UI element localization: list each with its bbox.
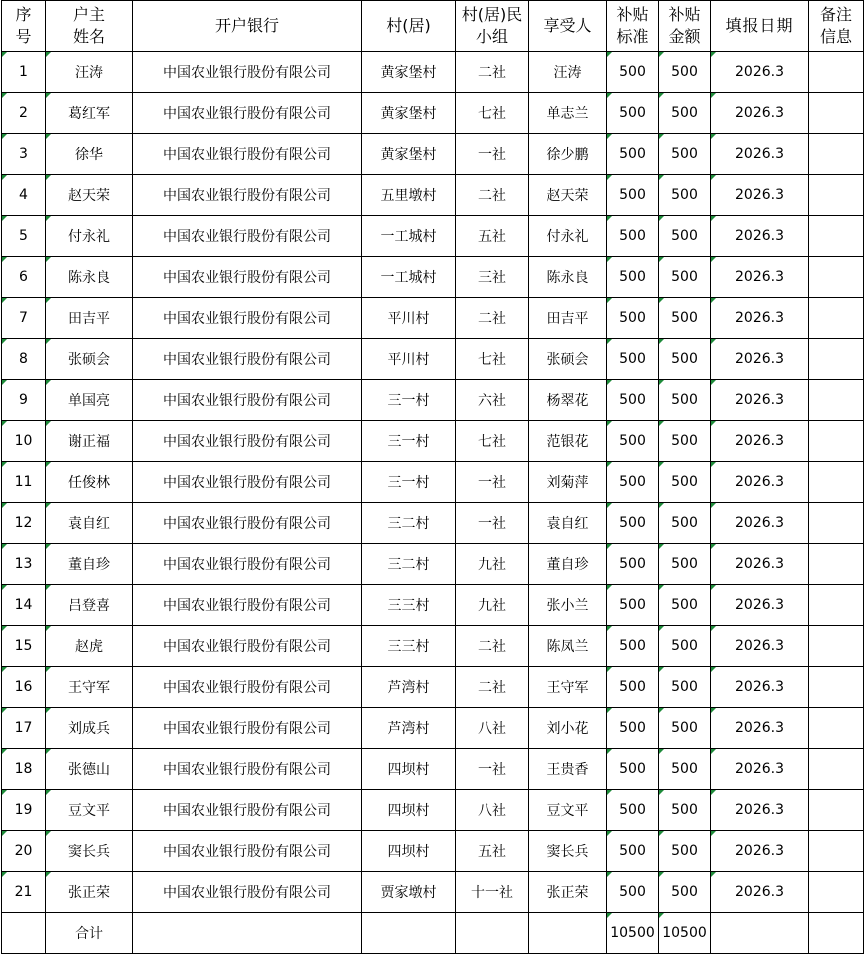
table-row (2, 503, 864, 544)
cell-standard: 500 (607, 708, 659, 749)
cell-standard: 500 (607, 872, 659, 913)
cell-bank: 中国农业银行股份有限公司 (133, 380, 362, 421)
cell-date: 2026.3 (711, 503, 809, 544)
cell-group: 九社 (456, 544, 529, 585)
cell-note (809, 585, 864, 626)
cell-beneficiary: 杨翠花 (529, 380, 607, 421)
cell-name: 王守军 (46, 667, 133, 708)
cell-group: 七社 (456, 339, 529, 380)
cell-no: 5 (2, 216, 46, 257)
cell-bank: 中国农业银行股份有限公司 (133, 421, 362, 462)
cell-note (809, 872, 864, 913)
cell-bank: 中国农业银行股份有限公司 (133, 749, 362, 790)
cell-group: 一社 (456, 503, 529, 544)
cell-name: 汪涛 (46, 52, 133, 93)
cell-amount: 500 (659, 93, 711, 134)
cell-name: 田吉平 (46, 298, 133, 339)
cell-note (809, 175, 864, 216)
cell-standard: 500 (607, 749, 659, 790)
cell-no: 4 (2, 175, 46, 216)
cell-amount: 500 (659, 298, 711, 339)
cell-date: 2026.3 (711, 708, 809, 749)
cell-bank: 中国农业银行股份有限公司 (133, 298, 362, 339)
cell-date: 2026.3 (711, 216, 809, 257)
cell-no: 12 (2, 503, 46, 544)
cell-name: 陈永良 (46, 257, 133, 298)
cell-note (809, 462, 864, 503)
cell-group: 二社 (456, 298, 529, 339)
cell-date: 2026.3 (711, 872, 809, 913)
cell-amount: 500 (659, 175, 711, 216)
cell-note (809, 216, 864, 257)
cell-no: 16 (2, 667, 46, 708)
cell-beneficiary: 豆文平 (529, 790, 607, 831)
cell-bank: 中国农业银行股份有限公司 (133, 462, 362, 503)
cell-group: 二社 (456, 175, 529, 216)
cell-name: 张德山 (46, 749, 133, 790)
table-row (2, 790, 864, 831)
cell-group: 三社 (456, 257, 529, 298)
cell-bank: 中国农业银行股份有限公司 (133, 831, 362, 872)
cell-amount: 500 (659, 380, 711, 421)
cell-group: 一社 (456, 134, 529, 175)
cell-note (809, 380, 864, 421)
total-amount: 10500 (659, 913, 711, 954)
cell-group: 十一社 (456, 872, 529, 913)
cell-standard: 500 (607, 93, 659, 134)
header-amount: 补贴金额 (659, 1, 711, 52)
cell-name: 袁自红 (46, 503, 133, 544)
cell-bank: 中国农业银行股份有限公司 (133, 544, 362, 585)
cell-bank: 中国农业银行股份有限公司 (133, 790, 362, 831)
cell-standard: 500 (607, 52, 659, 93)
cell-no: 9 (2, 380, 46, 421)
cell-date: 2026.3 (711, 421, 809, 462)
total-no (2, 913, 46, 954)
cell-standard: 500 (607, 175, 659, 216)
cell-note (809, 257, 864, 298)
cell-name: 张正荣 (46, 872, 133, 913)
cell-bank: 中国农业银行股份有限公司 (133, 257, 362, 298)
cell-name: 董自珍 (46, 544, 133, 585)
cell-beneficiary: 赵天荣 (529, 175, 607, 216)
table-row (2, 872, 864, 913)
cell-note (809, 503, 864, 544)
table-row (2, 298, 864, 339)
cell-group: 五社 (456, 831, 529, 872)
cell-name: 豆文平 (46, 790, 133, 831)
table-row (2, 175, 864, 216)
table-row (2, 544, 864, 585)
table-row (2, 462, 864, 503)
cell-group: 七社 (456, 421, 529, 462)
cell-village: 平川村 (362, 298, 456, 339)
header-no: 序号 (2, 1, 46, 52)
cell-amount: 500 (659, 462, 711, 503)
cell-date: 2026.3 (711, 93, 809, 134)
cell-date: 2026.3 (711, 749, 809, 790)
cell-no: 17 (2, 708, 46, 749)
cell-group: 一社 (456, 462, 529, 503)
cell-village: 平川村 (362, 339, 456, 380)
cell-group: 二社 (456, 52, 529, 93)
cell-no: 3 (2, 134, 46, 175)
cell-standard: 500 (607, 667, 659, 708)
cell-date: 2026.3 (711, 667, 809, 708)
cell-name: 付永礼 (46, 216, 133, 257)
total-bank (133, 913, 362, 954)
cell-no: 19 (2, 790, 46, 831)
cell-name: 刘成兵 (46, 708, 133, 749)
table-row (2, 749, 864, 790)
cell-village: 一工城村 (362, 257, 456, 298)
cell-beneficiary: 王守军 (529, 667, 607, 708)
cell-no: 14 (2, 585, 46, 626)
cell-village: 贾家墩村 (362, 872, 456, 913)
cell-bank: 中国农业银行股份有限公司 (133, 339, 362, 380)
cell-standard: 500 (607, 257, 659, 298)
cell-standard: 500 (607, 462, 659, 503)
table-row (2, 831, 864, 872)
table-row (2, 626, 864, 667)
cell-note (809, 339, 864, 380)
cell-standard: 500 (607, 421, 659, 462)
cell-village: 一工城村 (362, 216, 456, 257)
header-row (2, 1, 864, 52)
cell-beneficiary: 张硕会 (529, 339, 607, 380)
total-row (2, 913, 864, 954)
header-note: 备注信息 (809, 1, 864, 52)
cell-note (809, 626, 864, 667)
cell-amount: 500 (659, 216, 711, 257)
table-row (2, 134, 864, 175)
cell-beneficiary: 徐少鹏 (529, 134, 607, 175)
table-row (2, 585, 864, 626)
cell-name: 赵虎 (46, 626, 133, 667)
cell-standard: 500 (607, 831, 659, 872)
table-row (2, 257, 864, 298)
cell-amount: 500 (659, 749, 711, 790)
cell-group: 八社 (456, 708, 529, 749)
cell-standard: 500 (607, 298, 659, 339)
cell-no: 10 (2, 421, 46, 462)
cell-bank: 中国农业银行股份有限公司 (133, 503, 362, 544)
cell-group: 六社 (456, 380, 529, 421)
cell-note (809, 790, 864, 831)
cell-village: 芦湾村 (362, 708, 456, 749)
cell-bank: 中国农业银行股份有限公司 (133, 708, 362, 749)
table-row (2, 380, 864, 421)
cell-bank: 中国农业银行股份有限公司 (133, 626, 362, 667)
cell-no: 15 (2, 626, 46, 667)
header-village: 村(居) (362, 1, 456, 52)
cell-date: 2026.3 (711, 257, 809, 298)
table-row (2, 339, 864, 380)
cell-date: 2026.3 (711, 626, 809, 667)
cell-standard: 500 (607, 503, 659, 544)
cell-village: 三三村 (362, 626, 456, 667)
cell-village: 五里墩村 (362, 175, 456, 216)
cell-beneficiary: 袁自红 (529, 503, 607, 544)
cell-name: 赵天荣 (46, 175, 133, 216)
header-standard: 补贴标准 (607, 1, 659, 52)
cell-beneficiary: 窦长兵 (529, 831, 607, 872)
cell-note (809, 134, 864, 175)
total-note (809, 913, 864, 954)
cell-standard: 500 (607, 544, 659, 585)
cell-name: 谢正福 (46, 421, 133, 462)
cell-beneficiary: 张小兰 (529, 585, 607, 626)
cell-beneficiary: 汪涛 (529, 52, 607, 93)
cell-no: 20 (2, 831, 46, 872)
total-standard: 10500 (607, 913, 659, 954)
cell-standard: 500 (607, 626, 659, 667)
cell-village: 黄家堡村 (362, 134, 456, 175)
cell-bank: 中国农业银行股份有限公司 (133, 93, 362, 134)
cell-bank: 中国农业银行股份有限公司 (133, 52, 362, 93)
cell-amount: 500 (659, 544, 711, 585)
cell-group: 二社 (456, 667, 529, 708)
cell-village: 黄家堡村 (362, 52, 456, 93)
cell-amount: 500 (659, 790, 711, 831)
cell-no: 21 (2, 872, 46, 913)
cell-date: 2026.3 (711, 52, 809, 93)
cell-village: 四坝村 (362, 831, 456, 872)
cell-amount: 500 (659, 421, 711, 462)
cell-date: 2026.3 (711, 585, 809, 626)
cell-group: 一社 (456, 749, 529, 790)
cell-no: 8 (2, 339, 46, 380)
table-row (2, 93, 864, 134)
cell-standard: 500 (607, 380, 659, 421)
cell-note (809, 667, 864, 708)
cell-beneficiary: 范银花 (529, 421, 607, 462)
cell-beneficiary: 董自珍 (529, 544, 607, 585)
cell-group: 八社 (456, 790, 529, 831)
cell-bank: 中国农业银行股份有限公司 (133, 134, 362, 175)
cell-village: 芦湾村 (362, 667, 456, 708)
cell-group: 九社 (456, 585, 529, 626)
cell-standard: 500 (607, 134, 659, 175)
cell-no: 6 (2, 257, 46, 298)
cell-amount: 500 (659, 134, 711, 175)
cell-note (809, 93, 864, 134)
cell-group: 二社 (456, 626, 529, 667)
cell-date: 2026.3 (711, 790, 809, 831)
cell-beneficiary: 单志兰 (529, 93, 607, 134)
cell-village: 三二村 (362, 544, 456, 585)
cell-date: 2026.3 (711, 380, 809, 421)
cell-bank: 中国农业银行股份有限公司 (133, 175, 362, 216)
cell-name: 单国亮 (46, 380, 133, 421)
cell-beneficiary: 张正荣 (529, 872, 607, 913)
cell-no: 2 (2, 93, 46, 134)
cell-amount: 500 (659, 257, 711, 298)
cell-beneficiary: 田吉平 (529, 298, 607, 339)
cell-date: 2026.3 (711, 339, 809, 380)
cell-date: 2026.3 (711, 298, 809, 339)
table-row (2, 421, 864, 462)
cell-note (809, 298, 864, 339)
total-date (711, 913, 809, 954)
cell-bank: 中国农业银行股份有限公司 (133, 872, 362, 913)
cell-village: 四坝村 (362, 790, 456, 831)
header-name: 户主姓名 (46, 1, 133, 52)
cell-date: 2026.3 (711, 462, 809, 503)
cell-amount: 500 (659, 872, 711, 913)
cell-bank: 中国农业银行股份有限公司 (133, 216, 362, 257)
cell-amount: 500 (659, 503, 711, 544)
total-beneficiary (529, 913, 607, 954)
cell-standard: 500 (607, 216, 659, 257)
cell-group: 七社 (456, 93, 529, 134)
cell-amount: 500 (659, 708, 711, 749)
cell-no: 11 (2, 462, 46, 503)
cell-village: 三二村 (362, 503, 456, 544)
cell-village: 三三村 (362, 585, 456, 626)
cell-note (809, 831, 864, 872)
cell-village: 三一村 (362, 462, 456, 503)
cell-amount: 500 (659, 585, 711, 626)
cell-date: 2026.3 (711, 831, 809, 872)
cell-no: 13 (2, 544, 46, 585)
cell-beneficiary: 刘小花 (529, 708, 607, 749)
table-row (2, 708, 864, 749)
cell-standard: 500 (607, 339, 659, 380)
table-row (2, 667, 864, 708)
cell-standard: 500 (607, 790, 659, 831)
cell-name: 任俊林 (46, 462, 133, 503)
cell-village: 三一村 (362, 380, 456, 421)
cell-date: 2026.3 (711, 544, 809, 585)
table-row (2, 216, 864, 257)
cell-amount: 500 (659, 831, 711, 872)
cell-village: 四坝村 (362, 749, 456, 790)
cell-standard: 500 (607, 585, 659, 626)
cell-village: 黄家堡村 (362, 93, 456, 134)
cell-name: 徐华 (46, 134, 133, 175)
cell-group: 五社 (456, 216, 529, 257)
cell-beneficiary: 付永礼 (529, 216, 607, 257)
header-beneficiary: 享受人 (529, 1, 607, 52)
subsidy-table (1, 0, 864, 954)
cell-name: 吕登喜 (46, 585, 133, 626)
cell-bank: 中国农业银行股份有限公司 (133, 585, 362, 626)
cell-beneficiary: 陈凤兰 (529, 626, 607, 667)
cell-beneficiary: 王贵香 (529, 749, 607, 790)
table-row (2, 52, 864, 93)
cell-date: 2026.3 (711, 175, 809, 216)
cell-amount: 500 (659, 626, 711, 667)
cell-beneficiary: 刘菊萍 (529, 462, 607, 503)
total-group (456, 913, 529, 954)
header-group: 村(居)民小组 (456, 1, 529, 52)
cell-amount: 500 (659, 339, 711, 380)
cell-bank: 中国农业银行股份有限公司 (133, 667, 362, 708)
cell-village: 三一村 (362, 421, 456, 462)
cell-note (809, 544, 864, 585)
cell-amount: 500 (659, 52, 711, 93)
total-village (362, 913, 456, 954)
total-label: 合计 (46, 913, 133, 954)
header-bank: 开户银行 (133, 1, 362, 52)
cell-no: 18 (2, 749, 46, 790)
cell-beneficiary: 陈永良 (529, 257, 607, 298)
cell-note (809, 52, 864, 93)
cell-name: 张硕会 (46, 339, 133, 380)
cell-name: 葛红军 (46, 93, 133, 134)
cell-note (809, 708, 864, 749)
cell-date: 2026.3 (711, 134, 809, 175)
cell-no: 1 (2, 52, 46, 93)
cell-name: 窦长兵 (46, 831, 133, 872)
cell-amount: 500 (659, 667, 711, 708)
cell-note (809, 749, 864, 790)
cell-note (809, 421, 864, 462)
header-date: 填报日期 (711, 1, 809, 52)
cell-no: 7 (2, 298, 46, 339)
